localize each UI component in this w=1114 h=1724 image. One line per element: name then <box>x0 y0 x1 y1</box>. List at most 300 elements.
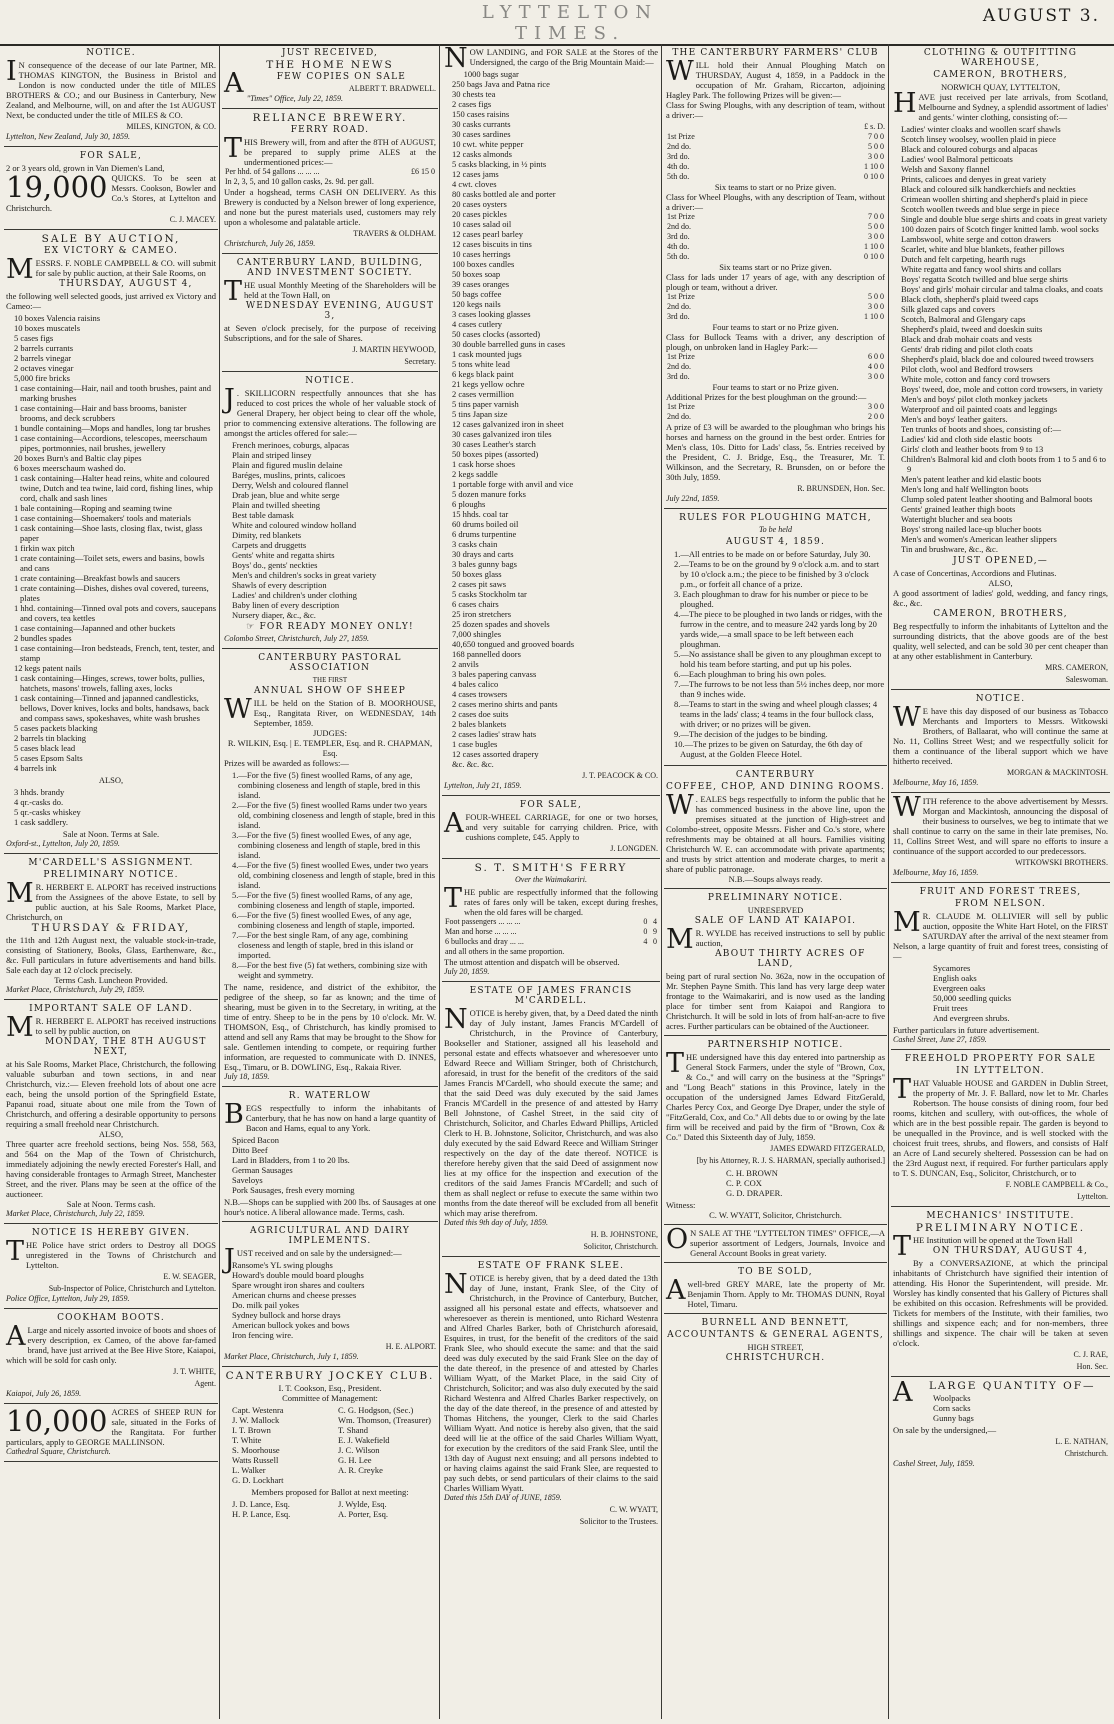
member-list <box>224 1499 330 1519</box>
ad-date: Oxford-st., Lyttelton, July 20, 1859. <box>6 839 120 848</box>
list-item: 2 barrels currants <box>14 343 74 353</box>
ad-pastoral-association <box>222 649 438 1087</box>
list-item: Black cloth, shepherd's plaid tweed caps <box>901 294 1039 304</box>
ad-heading: MECHANICS' INSTITUTE. <box>926 1211 1075 1221</box>
table-cell: 2nd do. <box>667 222 691 231</box>
drop-cap: A <box>224 68 245 99</box>
list-item: Carpets and druggetts <box>232 540 307 550</box>
ad-signature: JAMES EDWARD FITZGERALD, <box>770 1144 885 1153</box>
list-item: J. C. Wilson <box>338 1445 380 1455</box>
list-item: 5 dozen manure forks <box>452 489 526 499</box>
list-item: 50 boxes pipes (assorted) <box>452 449 539 459</box>
ad-body: WILL hold their Annual Ploughing Match on THURSDAY, August 4, 1859, in a Paddock in the occupation of Mr. Graham, Riccarton, adjoining Hagley Park. The following Prizes will be given:— <box>666 56 885 100</box>
drop-cap: A <box>444 808 464 839</box>
prize-class: Class for lads under 17 years of age, with any description of plough or team, without a driver. <box>666 272 885 292</box>
list-item: 50 boxes soap <box>452 269 501 279</box>
list-item: Boys' tweed, doe, mole and cotton cord trowsers, in variety <box>901 384 1103 394</box>
ad-signature-title: Secretary. <box>404 357 436 366</box>
ad-subheading: NORWICH QUAY, LYTTELTON, <box>940 82 1061 92</box>
ad-body: By a CONVERSAZIONE, at which the principal inhabitants of Christchurch have signified their intention of attending. His Honor the Superintendent, will preside. Mr. Worsley has kindly consented that his Gallery of Pictures shall be exhibited on this occasion. Refreshments will be provided. Tickets for members of the Institute, with their families, two shillings and sixpence each; and for non-members, three shillings and sixpence. The chair will be taken at seven o'clock. <box>893 1258 1108 1348</box>
ad-body: at his Sale Rooms, Market Place, Christchurch, the following valuable suburban and town sections, in and near Christchurch, viz.:— Eleven freehold lots of about one acre each, being the unsold portion of the Springfield Estate, Papanui road, situate about one mile from the Town of Christchurch, and offering a desirable opportunity to persons requiring a small freehold near Christchurch. <box>6 1059 216 1129</box>
list-item: 7.—For the best single Ram, of any age, combining closeness and length of staple, bred in this island or imported. <box>232 930 414 960</box>
list-item: Spiced Bacon <box>232 1135 279 1145</box>
prize-class: Class for Swing Ploughs, with any description of team, without a driver:— <box>666 100 885 120</box>
ad-heading: BURNELL AND BENNETT, <box>701 1318 850 1328</box>
drop-cap: W <box>893 702 921 733</box>
ad-body: WITH reference to the above advertisement by Messrs. Morgan and Mackintosh, announcing the disposal of their business to ourselves, we beg to intimate that we shall continue to carry on the same in their late premises, No. 11, Collins Street West, and will spare no efforts to insure a continuance of the support accorded to our predecessors. <box>893 792 1108 856</box>
list-item: 1 case bugles <box>452 739 498 749</box>
list-item: 4 cwt. cloves <box>452 179 497 189</box>
list-item: Boys' and girls' mohair circular and talma cloaks, and coats <box>901 284 1103 294</box>
list-item: 1.—All entries to be made on or before Saturday, July 30. <box>674 549 871 559</box>
list-item: Crimean woollen shirting and shepherd's plaid in piece <box>901 194 1088 204</box>
ad-body: THE public are respectfully informed that the following rates of fares only will be taken, except during freshes, when the old fares will be charged. <box>444 883 658 917</box>
table-cell: 4th do. <box>667 242 690 251</box>
table-cell: 7 0 0 <box>868 132 884 141</box>
table-cell: In 2, 3, 5, and 10 gallon casks, 2s. 9d. per gall. <box>225 177 374 186</box>
list-item: Saveloys <box>232 1175 263 1185</box>
list-item: I. T. Brown <box>232 1425 271 1435</box>
list-item: 2 bales blankets <box>452 719 507 729</box>
masthead <box>0 0 1114 46</box>
table-cell: 5 0 0 <box>868 142 884 151</box>
list-item: A. Porter, Esq. <box>338 1509 388 1519</box>
ad-date: Dated this 15th DAY of JUNE, 1859. <box>444 1493 562 1502</box>
column-rule <box>661 44 662 1719</box>
list-item: 1 cask saddlery. <box>14 817 68 827</box>
list-item: Boys' do., gents' neckties <box>232 560 318 570</box>
ad-body: 2 or 3 years old, grown in Van Diemen's Land, <box>6 163 165 173</box>
list-item: 1 hhd. containing—Tinned oval pots and covers, saucepans and covers, tea kettles <box>14 603 216 623</box>
ad-important-sale-of-land <box>4 1000 218 1224</box>
ad-freehold-property <box>891 1050 1110 1207</box>
ad-body: Prizes will be awarded as follows:— <box>224 758 349 768</box>
ad-signature: MRS. CAMERON, <box>1045 663 1108 672</box>
list-item: Ladies' winter cloaks and woollen scarf shawls <box>901 124 1061 134</box>
ad-signature: J. T. PEACOCK & CO. <box>582 771 658 780</box>
ad-signature-title: Agent. <box>194 1379 216 1388</box>
judges-names: R. WILKIN, Esq. | E. TEMPLER, Esq. and R. CHAPMAN, Esq. <box>227 738 433 758</box>
ad-jockey-club <box>222 1367 438 1525</box>
list-item: E. J. Wakefield <box>338 1435 390 1445</box>
ad-date: July 22nd, 1859. <box>666 494 720 503</box>
list-item: Dutch and felt carpeting, hearth rugs <box>901 254 1026 264</box>
table-cell: 0 <box>643 917 648 926</box>
list-item: German Sausages <box>232 1165 293 1175</box>
table-cell: 3 0 0 <box>868 302 884 311</box>
prize-table <box>666 212 885 262</box>
list-item: 1 cask containing—Shoe lasts, closing flax, twist, glass paper <box>14 523 203 543</box>
ad-woolpacks <box>891 1377 1110 1473</box>
table-cell: 4 0 0 <box>868 362 884 371</box>
list-item: 2 cases merino shirts and pants <box>452 699 558 709</box>
list-item: 5 tins paper varnish <box>452 399 519 409</box>
drop-cap: T <box>666 1048 685 1079</box>
list-item: Evergreen oaks <box>933 983 986 993</box>
partner-list <box>666 1168 885 1198</box>
ad-title: ACCOUNTANTS & GENERAL AGENTS, <box>667 1330 884 1340</box>
ad-body: J . SKILLICORN respectfully announces that she has reduced to cost prices the whole of her valuable stock of General Drapery, her object being to clear off the whole, prior to commencing extensive alterations. The following are amongst the articles offered for sale:— <box>224 384 436 438</box>
ad-heading: COOKHAM BOOTS. <box>57 1313 165 1323</box>
list-item: Watertight blucher and sea boots <box>901 514 1013 524</box>
list-item: 6 boxes meerschaum washed do. <box>14 463 126 473</box>
list-item: 80 casks bottled ale and porter <box>452 189 556 199</box>
ad-heading: CANTERBURY JOCKEY CLUB. <box>225 1370 435 1382</box>
list-item: Children's Balmoral kid and cloth boots from 1 to 5 and 6 to 9 <box>901 454 1107 474</box>
ad-body: Three quarter acre freehold sections, being Nos. 558, 563, and 564 on the Map of the Town of Christchurch, immediately adjoining the newly erected Forester's Hall, and having considerable frontages to Armagh Street, Manchester Street, and the river. Plans may be seen at the office of the auctioneer. <box>6 1139 216 1199</box>
drop-cap: T <box>444 883 463 914</box>
list-item: Howard's double mould board ploughs <box>232 1270 364 1280</box>
column-2 <box>222 44 438 1719</box>
ad-date: Market Place, Christchurch, July 29, 1859. <box>6 985 145 994</box>
ad-body: BEGS respectfully to inform the inhabitants of Canterbury, that he has now on hand a large quantity of Bacon and Hams, equal to any York. <box>224 1099 436 1133</box>
list-item: Scotch woollen tweeds and blue serge in piece <box>901 204 1060 214</box>
ad-cookham-boots <box>4 1309 218 1404</box>
ad-tagline: ☞ FOR READY MONEY ONLY! <box>246 622 414 632</box>
drop-cap: I <box>6 56 17 87</box>
list-item: Waterproof and oil painted coats and leggings <box>901 404 1058 414</box>
list-item: 30 cases Leather's starch <box>452 439 536 449</box>
drop-cap: T <box>224 276 243 307</box>
table-cell: 9 <box>653 927 657 936</box>
ad-date-line: ON THURSDAY, AUGUST 4, <box>932 1246 1089 1256</box>
ad-body: The name, residence, and district of the exhibitor, the pedigree of the sheep, so far as known; and the time of shearing, must be given in to the Secretary, in writing, at the time of entry. Sheep to be in the pens by 10 o'clock. Mr. W. THOMSON, Esq., of Christchurch, has kindly promised to attend and sell any Rams that may be brought to the Show for sale. Gentlemen intending to compete, or requiring further information, are requested to communicate with D. INNES, Esq., Timaru, or B. DOWLING, Esq., Rakaia River. <box>224 982 436 1072</box>
list-item: Black and coloured silk handkerchiefs and neckties <box>901 184 1076 194</box>
list-item: 5 cases black lead <box>14 743 76 753</box>
list-item: G. H. Lee <box>338 1455 372 1465</box>
list-item: 1 cask horse shoes <box>452 459 516 469</box>
ad-signature: C. W. WYATT, <box>609 1505 658 1514</box>
table-row <box>444 937 658 947</box>
drop-cap: O <box>666 1224 689 1255</box>
ad-subheading: PRELIMINARY NOTICE. <box>915 1222 1086 1234</box>
ad-body: 19,000 QUICKS. To be seen at Messrs. Cookson, Bowler and Co.'s Stores, at Lyttelton and Christchurch. <box>6 170 216 213</box>
ad-subheading: To be held <box>758 525 793 534</box>
list-item: Boys' strong nailed lace-up blucher boots <box>901 524 1042 534</box>
ad-signature: H. E. ALPORT. <box>385 1342 436 1351</box>
list-item: White regatta and fancy wool shirts and collars <box>901 264 1062 274</box>
list-item: Scotch, Balmoral and Glengary caps <box>901 314 1026 324</box>
list-item: Men's and women's American leather slippers <box>901 534 1057 544</box>
drop-cap: T <box>893 1074 912 1105</box>
ad-body: THE Police have strict orders to Destroy all DOGS unregistered in the Towns of Christchurch and Lyttelton. <box>6 1236 216 1270</box>
ad-also: ALSO, <box>98 1129 124 1139</box>
prize-note: Six teams start or no Prize given. <box>719 262 832 272</box>
table-cell: 1st Prize <box>667 352 695 361</box>
big-number: 10,000 <box>6 1404 108 1438</box>
list-item: Gents' grained leather thigh boots <box>901 504 1016 514</box>
list-item: 4 bales calico <box>452 679 499 689</box>
list-item: 6 cases chairs <box>452 599 499 609</box>
ad-burnell-bennett <box>664 1314 887 1369</box>
list-item: 25 dozen spades and shovels <box>452 619 550 629</box>
ad-mccardell-assignment <box>4 854 218 1000</box>
ad-subheading: UNRESERVED <box>747 905 804 915</box>
list-item: 5,000 fire bricks <box>14 373 70 383</box>
table-row <box>666 372 885 382</box>
ad-coffee-rooms <box>664 766 887 889</box>
member-list <box>330 1499 436 1519</box>
ad-signature: R. BRUNSDEN, Hon. Sec. <box>797 484 885 493</box>
list-item: Drab jean, blue and white serge <box>232 490 340 500</box>
ad-date: Melbourne, May 16, 1859. <box>893 778 979 787</box>
ad-date: Market Place, Christchurch, July 1, 1859. <box>224 1352 359 1361</box>
list-item: 30 double barrelled guns in cases <box>452 339 566 349</box>
list-item: Shepherd's plaid, black doe and coloured tweed trowsers <box>901 354 1094 364</box>
ad-body: THAT Valuable HOUSE and GARDEN in Dublin Street, the property of Mr. J. F. Ballard, now let to Mr. Charles Robertson. The house consists of dining room, four bed rooms, kitchen and scullery, with out-offices, the whole of which are in the best possible repair. The garden is beyond to be unequalled in the Province, and is well stocked with the choicest fruit trees, shrubs, and flowers, and consists of Half an Acre of Land securely sheltered. Possession can be had on the 23rd August next, if required. For further particulars apply to T. S. DUNCAN, Esq., Solicitor, Christchurch, or to <box>893 1074 1108 1178</box>
list-item: 3 cases looking glasses <box>452 309 531 319</box>
ad-signature-note: [by his Attorney, R. J. S. HARMAN, specially authorised.] <box>696 1156 885 1165</box>
ad-subheading: FERRY ROAD. <box>290 125 370 135</box>
ad-cameron-clothing <box>891 44 1110 690</box>
table-row <box>666 412 885 422</box>
ad-ploughing-rules <box>664 509 887 766</box>
ad-body: THIS Brewery will, from and after the 8TH of AUGUST, be prepared to supply prime ALES at the undermentioned prices:— <box>224 133 436 167</box>
prize-class: Class for Bullock Teams with a driver, any description of plough, on unbroken land in Hagley Park:— <box>666 332 885 352</box>
table-row <box>666 302 885 312</box>
ad-heading: RELIANCE BREWERY. <box>252 112 408 124</box>
ad-body: A FEW COPIES ON SALE <box>224 68 407 99</box>
ad-body: Further particulars in future advertisement. <box>893 1025 1040 1035</box>
list-item: Clump soled patent leather shooting and Balmoral boots <box>901 494 1093 504</box>
list-item: 4 barrels ink <box>14 763 57 773</box>
drop-cap: W <box>224 694 252 725</box>
ad-date: Cashel Street, July, 1859. <box>893 1459 975 1468</box>
drop-cap: M <box>6 1012 34 1043</box>
list-item: Ten trunks of boots and shoes, consisting of:— <box>901 424 1061 434</box>
list-item: 4 cases trowsers <box>452 689 508 699</box>
table-row <box>666 212 885 222</box>
list-item: 1 case containing—Shoemakers' tools and materials <box>14 513 191 523</box>
table-row <box>224 177 436 187</box>
list-item: 7.—The furrows to be not less than 5½ inches deep, nor more than 9 inches wide. <box>674 679 885 699</box>
ballot-label: Members proposed for Ballot at next meeting: <box>251 1487 409 1497</box>
ad-date-line: THURSDAY & FRIDAY, <box>31 922 191 934</box>
list-item: 5 cases Epsom Salts <box>14 753 83 763</box>
list-item: 5.—For the five (5) finest woolled Rams, of any age, combining closeness and length of staple, imported. <box>232 890 415 910</box>
list-item: Nursery diaper, &c., &c. <box>232 610 316 620</box>
table-cell: 6 bullocks and dray ... ... <box>445 937 524 946</box>
list-item: Lambswool, white serge and cotton drawers <box>901 234 1051 244</box>
table-cell: 1st Prize <box>667 402 695 411</box>
list-item: 3 bales papering canvass <box>452 669 537 679</box>
drop-cap: M <box>893 907 921 938</box>
ad-date: Police Office, Lyttelton, July 29, 1859. <box>6 1294 130 1303</box>
ad-smiths-ferry <box>442 859 660 982</box>
ad-terms: Sale at Noon. Terms cash. <box>66 1199 156 1209</box>
list-item: Pork Sausages, fresh every morning <box>232 1185 355 1195</box>
list-item: White and coloured window holland <box>232 520 357 530</box>
list-item: 2 cases pit saws <box>452 579 507 589</box>
drop-cap: N <box>444 1004 468 1035</box>
ad-heading: S. T. SMITH'S FERRY <box>474 862 628 874</box>
list-item: 30 cases sardines <box>452 129 511 139</box>
ballot-members <box>224 1497 436 1521</box>
list-item: 2 cases vermillion <box>452 389 514 399</box>
ad-signature: H. B. JOHNSTONE, <box>590 1230 658 1239</box>
list-item: 4 cases cutlery <box>452 319 503 329</box>
table-row <box>666 362 885 372</box>
ad-title: CAMERON, BROTHERS, <box>933 70 1068 80</box>
list-item: J. W. Mallock <box>232 1415 280 1425</box>
list-item: 1 bale containing—Roping and seaming twine <box>14 503 172 513</box>
ad-body: THE Institution will be opened at the Town Hall <box>893 1231 1073 1262</box>
list-item: Silk glazed caps and covers <box>901 304 995 314</box>
list-item: American bullock yokes and bows <box>232 1320 350 1330</box>
item-list <box>6 787 216 827</box>
list-item: 1 case containing—Japanned and other buckets <box>14 623 176 633</box>
ad-heading: AGRICULTURAL AND DAIRY IMPLEMENTS. <box>250 1226 410 1246</box>
ad-signature: L. E. NATHAN, <box>1055 1437 1108 1446</box>
drop-cap: T <box>893 1231 912 1262</box>
table-cell: 1st Prize <box>667 292 695 301</box>
ad-heading: M'CARDELL'S ASSIGNMENT. <box>28 858 194 868</box>
ad-body: the following well selected goods, just arrived ex Victory and Cameo:— <box>6 291 216 311</box>
drop-cap: A <box>6 1321 26 1352</box>
ad-heading: PARTNERSHIP NOTICE. <box>707 1040 844 1050</box>
list-item: 2 octaves vinegar <box>14 363 74 373</box>
list-item: Black and coloured coburgs and alpacas <box>901 144 1038 154</box>
table-cell: 1 10 0 <box>864 242 884 251</box>
table-row <box>666 402 885 412</box>
list-item: Scotch linsey woolsey, woollen plaid in piece <box>901 134 1057 144</box>
ad-date-line: THURSDAY, AUGUST 4, <box>59 279 193 289</box>
ad-title: ABOUT THIRTY ACRES OF LAND, <box>715 949 866 969</box>
ad-body: NOW LANDING, and FOR SALE at the Stores of the Undersigned, the cargo of the Brig Mountain Maid:— <box>444 44 658 74</box>
ad-heading: SALE BY AUCTION, <box>41 233 181 245</box>
list-item: 6.—For the five (5) finest woolled Ewes, of any age, combining closeness and length of staple, imported. <box>232 910 415 930</box>
list-item: Gents' drab riding and pilot cloth coats <box>901 344 1033 354</box>
ad-heading: CANTERBURY <box>735 770 816 780</box>
list-item: Ladies' wool Balmoral petticoats <box>901 154 1013 164</box>
list-item: C. G. Hodgson, (Sec.) <box>338 1405 414 1415</box>
list-item: Sycamores <box>933 963 971 973</box>
list-item: S. Moorhouse <box>232 1445 280 1455</box>
ad-terms: Terms Cash. Luncheon Provided. <box>54 975 168 985</box>
list-item: 4.—For the five (5) finest woolled Ewes, under two years old, combining closeness and length of staple, bred in this island. <box>232 860 436 890</box>
ad-heading: ESTATE OF JAMES FRANCIS M'CARDELL. <box>469 986 633 1006</box>
list-item: Baréges, muslins, prints, calicoes <box>232 470 346 480</box>
list-item: Plain and striped linsey <box>232 450 312 460</box>
drop-cap: T <box>224 133 243 164</box>
ad-waterlow <box>222 1087 438 1222</box>
item-list <box>893 963 1108 1023</box>
pointing-hand-icon: ☞ <box>246 622 260 632</box>
list-item: 3.—For the five (5) finest woolled Ewes, of any age, combining closeness and length of staple, bred in this island. <box>232 830 421 860</box>
ad-sale-by-auction <box>4 230 218 854</box>
ad-body: M R. WYLDE has received instructions to sell by public auction, <box>666 924 885 955</box>
list-item: English oaks <box>933 973 977 983</box>
table-cell: 2nd do. <box>667 142 691 151</box>
ad-heading: R. WATERLOW <box>288 1091 372 1101</box>
table-row <box>666 232 885 242</box>
list-item: 25 iron stretchers <box>452 609 512 619</box>
list-item: 1 cask containing—Tinned and japanned candlesticks, bellows, Dover knives, locks and bolts, handsaws, back and compass saws, spokeshaves, white wash brushes <box>14 693 210 723</box>
list-item: 9.—The decision of the judges to be binding. <box>674 729 828 739</box>
list-item: 2 anvils <box>452 659 479 669</box>
list-item: 40,650 tongued and grooved boards <box>452 639 575 649</box>
ad-kaiapoi-land <box>664 889 887 1036</box>
list-item: 8.—For the best five (5) fat wethers, combining size with weight and symmetry. <box>232 960 428 980</box>
table-row <box>444 917 658 927</box>
ad-partnership <box>664 1036 887 1225</box>
item-list <box>6 313 216 773</box>
table-row <box>444 927 658 937</box>
ad-signature: WITKOWSKI BROTHERS. <box>1015 858 1108 867</box>
ad-signature: F. NOBLE CAMPBELL & Co., <box>1005 1180 1108 1189</box>
ad-heading: FRUIT AND FOREST TREES, <box>919 887 1082 897</box>
ad-subheading: IN LYTTELTON. <box>956 1066 1045 1076</box>
item-list <box>224 440 436 620</box>
ad-body: N.B.—Shops can be supplied with 200 lbs. of Sausages at one hour's notice. A liberal allowance made. Terms, cash. <box>224 1197 436 1217</box>
list-item: 20 boxes Burn's and Baltic clay pipes <box>14 453 142 463</box>
list-item: T. White <box>232 1435 262 1445</box>
list-item: 5 cases packets blacking <box>14 723 98 733</box>
member-list <box>224 1405 330 1485</box>
list-item: Capt. Westenra <box>232 1405 284 1415</box>
ad-signature-title: Solicitor, Christchurch. <box>583 1242 658 1251</box>
table-cell: 4 <box>643 937 648 946</box>
table-row <box>666 142 885 152</box>
ad-body: O N SALE AT THE "LYTTELTON TIMES" OFFICE,—A superior assortment of Ledgers, Journals, Invoice and General Account Books in great variety. <box>666 1224 885 1258</box>
ad-heading: RULES FOR PLOUGHING MATCH, <box>679 513 872 523</box>
list-item: G. D. Lockhart <box>232 1475 284 1485</box>
list-item: &c. &c. &c. <box>452 759 494 769</box>
prize-note: Six teams to start or no Prize given. <box>714 182 837 192</box>
list-item: J. Wylde, Esq. <box>338 1499 387 1509</box>
list-item: 1.—For the five (5) finest woolled Rams, of any age, combining closeness and length of staple, bred in this island. <box>232 770 421 800</box>
prize-note: Four teams to start or no Prize given. <box>712 322 839 332</box>
ad-signature: TRAVERS & OLDHAM. <box>353 229 436 238</box>
list-item: 1 crate containing—Toilet sets, ewers and basins, bowls and cans <box>14 553 205 573</box>
list-item: Pilot cloth, wool and Bedford trowsers <box>901 364 1033 374</box>
ad-date: Market Place, Christchurch, July 22, 1859. <box>6 1209 145 1218</box>
list-item: Best table damask <box>232 510 294 520</box>
list-item: 1 crate containing—Breakfast bowls and saucers <box>14 573 180 583</box>
list-item: 6 drums turpentine <box>452 529 517 539</box>
ad-body: A LARGE QUANTITY OF— <box>893 1377 1096 1408</box>
list-item: 10 cases herrings <box>452 249 511 259</box>
ad-heading: FOR SALE, <box>79 151 143 161</box>
drop-cap: N <box>444 1269 468 1300</box>
list-item: 8.—Teams to start in the swing and wheel plough classes; 4 teams in the lads' class; 4 teams in the four bullock class, with driver; or no prizes will be given. <box>674 699 878 729</box>
list-item: 2 barrels vinegar <box>14 353 72 363</box>
ad-signature: ALBERT T. BRADWELL. <box>348 84 436 93</box>
ad-body: Beg respectfully to inform the inhabitants of Lyttelton and the surrounding districts, that the above goods are of the best quality, well selected, and can be sold 30 per cent cheaper than at any other establishment in Canterbury. <box>893 621 1108 661</box>
drop-cap: B <box>224 1099 244 1130</box>
drop-cap: M <box>666 924 694 955</box>
list-item: Girls' cloth and leather boots from 9 to 13 <box>901 444 1044 454</box>
ad-signature: J. T. WHITE, <box>173 1367 216 1376</box>
table-cell: 1 10 0 <box>864 162 884 171</box>
ad-date: Lyttelton, July 21, 1859. <box>444 781 522 790</box>
ad-terms: Sale at Noon. Terms at Sale. <box>62 829 160 839</box>
table-cell: Per hhd. of 54 gallons ... ... ... <box>225 167 320 176</box>
list-item: Prints, calicoes and denyes in great variety <box>901 174 1047 184</box>
list-item: Plain and twilled sheeting <box>232 500 321 510</box>
list-item: Do. milk pail yokes <box>232 1300 300 1310</box>
ad-signature: CAMERON, BROTHERS, <box>933 609 1068 619</box>
list-item: 1 firkin wax pitch <box>14 543 75 553</box>
table-cell: 5 0 0 <box>868 222 884 231</box>
ad-title: SALE OF LAND AT KAIAPOI. <box>694 916 857 926</box>
currency-header: £ s. D. <box>864 122 885 131</box>
list-item: 1 cask containing—Hinges, screws, tower bolts, pullies, hatchets, masons' trowels, falling axes, locks <box>14 673 205 693</box>
list-item: Ladies' and children's under clothing <box>232 590 357 600</box>
table-row <box>666 292 885 302</box>
list-item: Spare wrought iron shares and coulters <box>232 1280 365 1290</box>
table-cell: 4th do. <box>667 162 690 171</box>
